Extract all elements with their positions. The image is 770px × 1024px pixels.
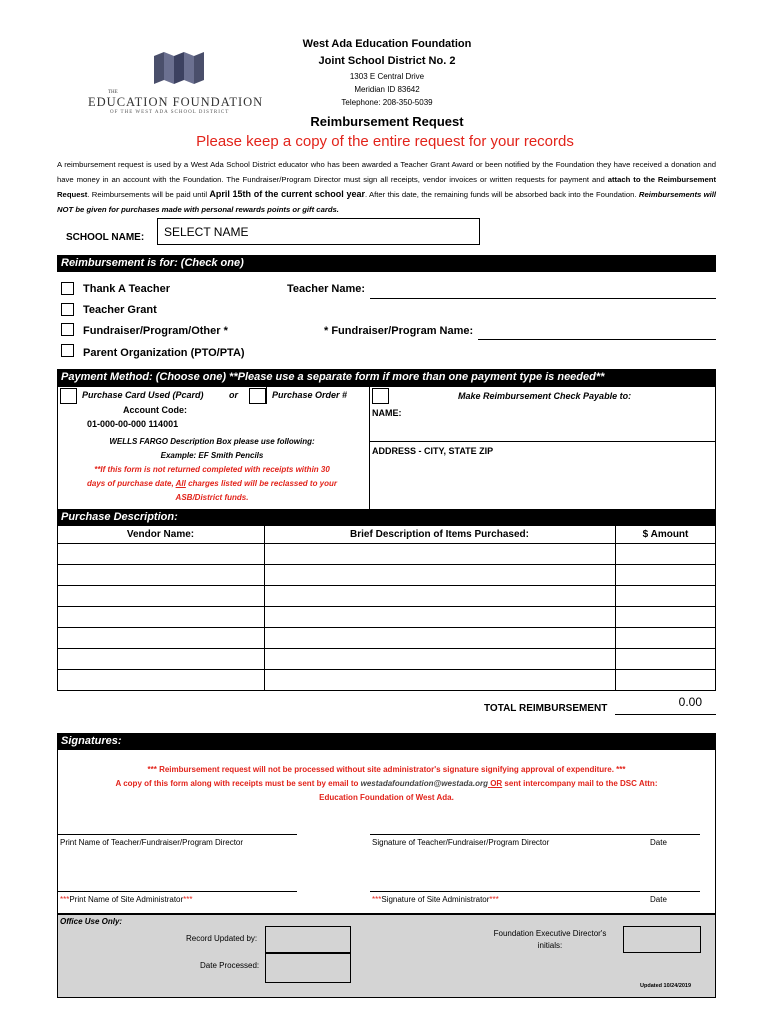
updated-date: Updated 10/24/2019 <box>640 983 692 989</box>
intro-text-2: . Reimbursements will be paid until <box>87 190 210 199</box>
checkbox-teacher-grant[interactable] <box>61 303 74 316</box>
wells-fargo-note: WELLS FARGO Description Box please use following: <box>109 437 315 446</box>
payment-name-divider <box>369 441 716 442</box>
phone: Telephone: 208-350-5039 <box>341 98 433 107</box>
fundraiser-name-field[interactable] <box>478 325 716 340</box>
warning-line-2 <box>57 479 367 488</box>
label-teacher-grant: Teacher Grant <box>83 304 157 316</box>
warning-line-2a: days of purchase date, <box>86 479 176 488</box>
total-label: TOTAL REIMBURSEMENT <box>484 703 608 714</box>
intro-text-3: . After this date, the remaining funds will be absorbed back into the Foundation. <box>364 190 639 199</box>
account-code: 01-000-00-000 114001 <box>87 419 179 429</box>
sig-admin-post: *** <box>489 895 499 904</box>
director-initials-label-1: Foundation Executive Director's <box>493 929 607 938</box>
office-use-box <box>57 914 716 998</box>
warning-line-1: **If this form is not returned completed with receipts within 30 <box>94 465 330 474</box>
purchase-row[interactable] <box>57 543 716 564</box>
date-1-label: Date <box>650 838 667 847</box>
signatures-box <box>57 750 716 914</box>
sig-teacher-label: Signature of Teacher/Fundraiser/Program Director <box>372 838 550 847</box>
checkbox-payable[interactable] <box>372 388 389 404</box>
checkbox-po[interactable] <box>249 388 266 404</box>
checkbox-thank-a-teacher[interactable] <box>61 282 74 295</box>
address-label: ADDRESS - CITY, STATE ZIP <box>372 446 494 456</box>
address-line-2: Meridian ID 83642 <box>354 85 420 94</box>
page-subtitle: Please keep a copy of the entire request for your records <box>196 133 574 150</box>
date-processed-field[interactable] <box>265 953 351 983</box>
fundraiser-name-label: * Fundraiser/Program Name: <box>324 325 474 337</box>
print-admin-text: Print Name of Site Administrator <box>69 895 184 904</box>
director-initials-field[interactable] <box>623 926 701 953</box>
intro-text-1: A reimbursement request is used by a West Ada School District educator who has been awarded a Teacher Grant Award or been notified by the Foundation they have received a donation and have money in an account with the Foundation. The Fundraiser/Program Director must sign all receipts, vendor invoices or written requests for payment and <box>57 160 716 184</box>
warning-line-3: ASB/District funds. <box>175 493 249 502</box>
checkbox-parent-org[interactable] <box>61 344 74 357</box>
signature-notice-3: Education Foundation of West Ada. <box>319 793 454 802</box>
sig-admin-label <box>372 895 499 904</box>
district-name: Joint School District No. 2 <box>318 55 456 67</box>
signature-notice-2 <box>57 779 716 788</box>
purchase-header: Purchase Description: <box>57 510 716 525</box>
purchase-row[interactable] <box>57 606 716 627</box>
print-admin-line[interactable] <box>57 891 297 892</box>
logo-the: THE <box>108 90 118 95</box>
logo-building-icon <box>150 48 210 88</box>
payee-name-label: NAME: <box>372 408 402 418</box>
warning-line-2b: charges listed will be reclassed to your <box>185 479 338 488</box>
label-or: or <box>229 390 238 400</box>
purchase-row[interactable] <box>57 669 716 690</box>
col-vendor: Vendor Name: <box>126 529 195 540</box>
label-thank-a-teacher: Thank A Teacher <box>83 283 171 295</box>
label-parent-org: Parent Organization (PTO/PTA) <box>83 347 245 359</box>
reimbursement-header: Reimbursement is for: (Check one) <box>57 255 716 272</box>
account-code-label: Account Code: <box>123 405 187 415</box>
intro-text-1-bold: attach to the Reimbursement Request <box>57 175 717 199</box>
intro-paragraph <box>57 157 716 217</box>
total-field <box>615 695 716 715</box>
intro-text-2-bold: April 15th of the current school year <box>209 189 365 199</box>
signature-notice-1: *** Reimbursement request will not be processed without site administrator's signature signifying approval of expenditure. *** <box>147 765 626 774</box>
label-pcard: Purchase Card Used (Pcard) <box>82 390 204 400</box>
payment-divider <box>369 386 370 510</box>
print-teacher-label: Print Name of Teacher/Fundraiser/Program Director <box>60 838 244 847</box>
logo-main-text: EDUCATION FOUNDATION <box>88 95 264 109</box>
foundation-logo <box>88 48 264 116</box>
teacher-name-label: Teacher Name: <box>287 283 366 295</box>
org-name: West Ada Education Foundation <box>302 38 472 50</box>
col-amount: $ Amount <box>642 529 689 540</box>
date-processed-label: Date Processed: <box>200 961 260 970</box>
col-description: Brief Description of Items Purchased: <box>350 529 529 540</box>
notice-2a: A copy of this form along with receipts must be sent by email to <box>115 779 361 788</box>
notice-or: OR <box>490 779 503 788</box>
foundation-email[interactable]: westadafoundation@westada.org <box>360 779 488 788</box>
sig-teacher-line[interactable] <box>370 834 700 835</box>
print-teacher-line[interactable] <box>57 834 297 835</box>
director-initials-label-2: initials: <box>537 941 563 950</box>
school-name-label: SCHOOL NAME: <box>66 232 145 243</box>
purchase-row[interactable] <box>57 648 716 669</box>
record-updated-field[interactable] <box>265 926 351 953</box>
address-line-1: 1303 E Central Drive <box>349 72 425 81</box>
purchase-row[interactable] <box>57 564 716 585</box>
print-admin-pre: *** <box>60 895 70 904</box>
label-po: Purchase Order # <box>272 390 348 400</box>
print-admin-label <box>60 895 193 904</box>
sig-admin-line[interactable] <box>370 891 700 892</box>
intro-text-3-bold: Reimbursements will NOT be given for purchases made with personal rewards points or gift cards. <box>57 190 716 214</box>
notice-2b: sent intercompany mail to the DSC Attn: <box>502 779 658 788</box>
checkbox-fundraiser[interactable] <box>61 323 74 336</box>
label-payable: Make Reimbursement Check Payable to: <box>458 391 632 401</box>
school-name-select[interactable] <box>157 218 480 245</box>
po-divider <box>266 386 267 404</box>
purchase-row[interactable] <box>57 585 716 606</box>
purchase-row[interactable] <box>57 627 716 648</box>
label-fundraiser: Fundraiser/Program/Other * <box>83 325 228 337</box>
teacher-name-field[interactable] <box>370 283 716 299</box>
office-use-label: Office Use Only: <box>60 917 123 926</box>
school-name-value: SELECT NAME <box>164 225 249 239</box>
date-2-label: Date <box>650 895 667 904</box>
wells-fargo-example: Example: EF Smith Pencils <box>160 451 264 460</box>
warning-all: All <box>175 479 186 488</box>
payment-method-header: Payment Method: (Choose one) **Please use a separate form if more than one payment type is needed** <box>57 369 716 386</box>
total-value: 0.00 <box>678 695 702 709</box>
record-updated-label: Record Updated by: <box>186 934 258 943</box>
logo-sub-text: OF THE WEST ADA SCHOOL DISTRICT <box>110 110 230 115</box>
checkbox-pcard[interactable] <box>60 388 77 404</box>
print-admin-post: *** <box>183 895 193 904</box>
signatures-header: Signatures: <box>57 733 716 750</box>
sig-admin-pre: *** <box>372 895 382 904</box>
sig-admin-text: Signature of Site Administrator <box>381 895 490 904</box>
page-title: Reimbursement Request <box>310 114 464 129</box>
